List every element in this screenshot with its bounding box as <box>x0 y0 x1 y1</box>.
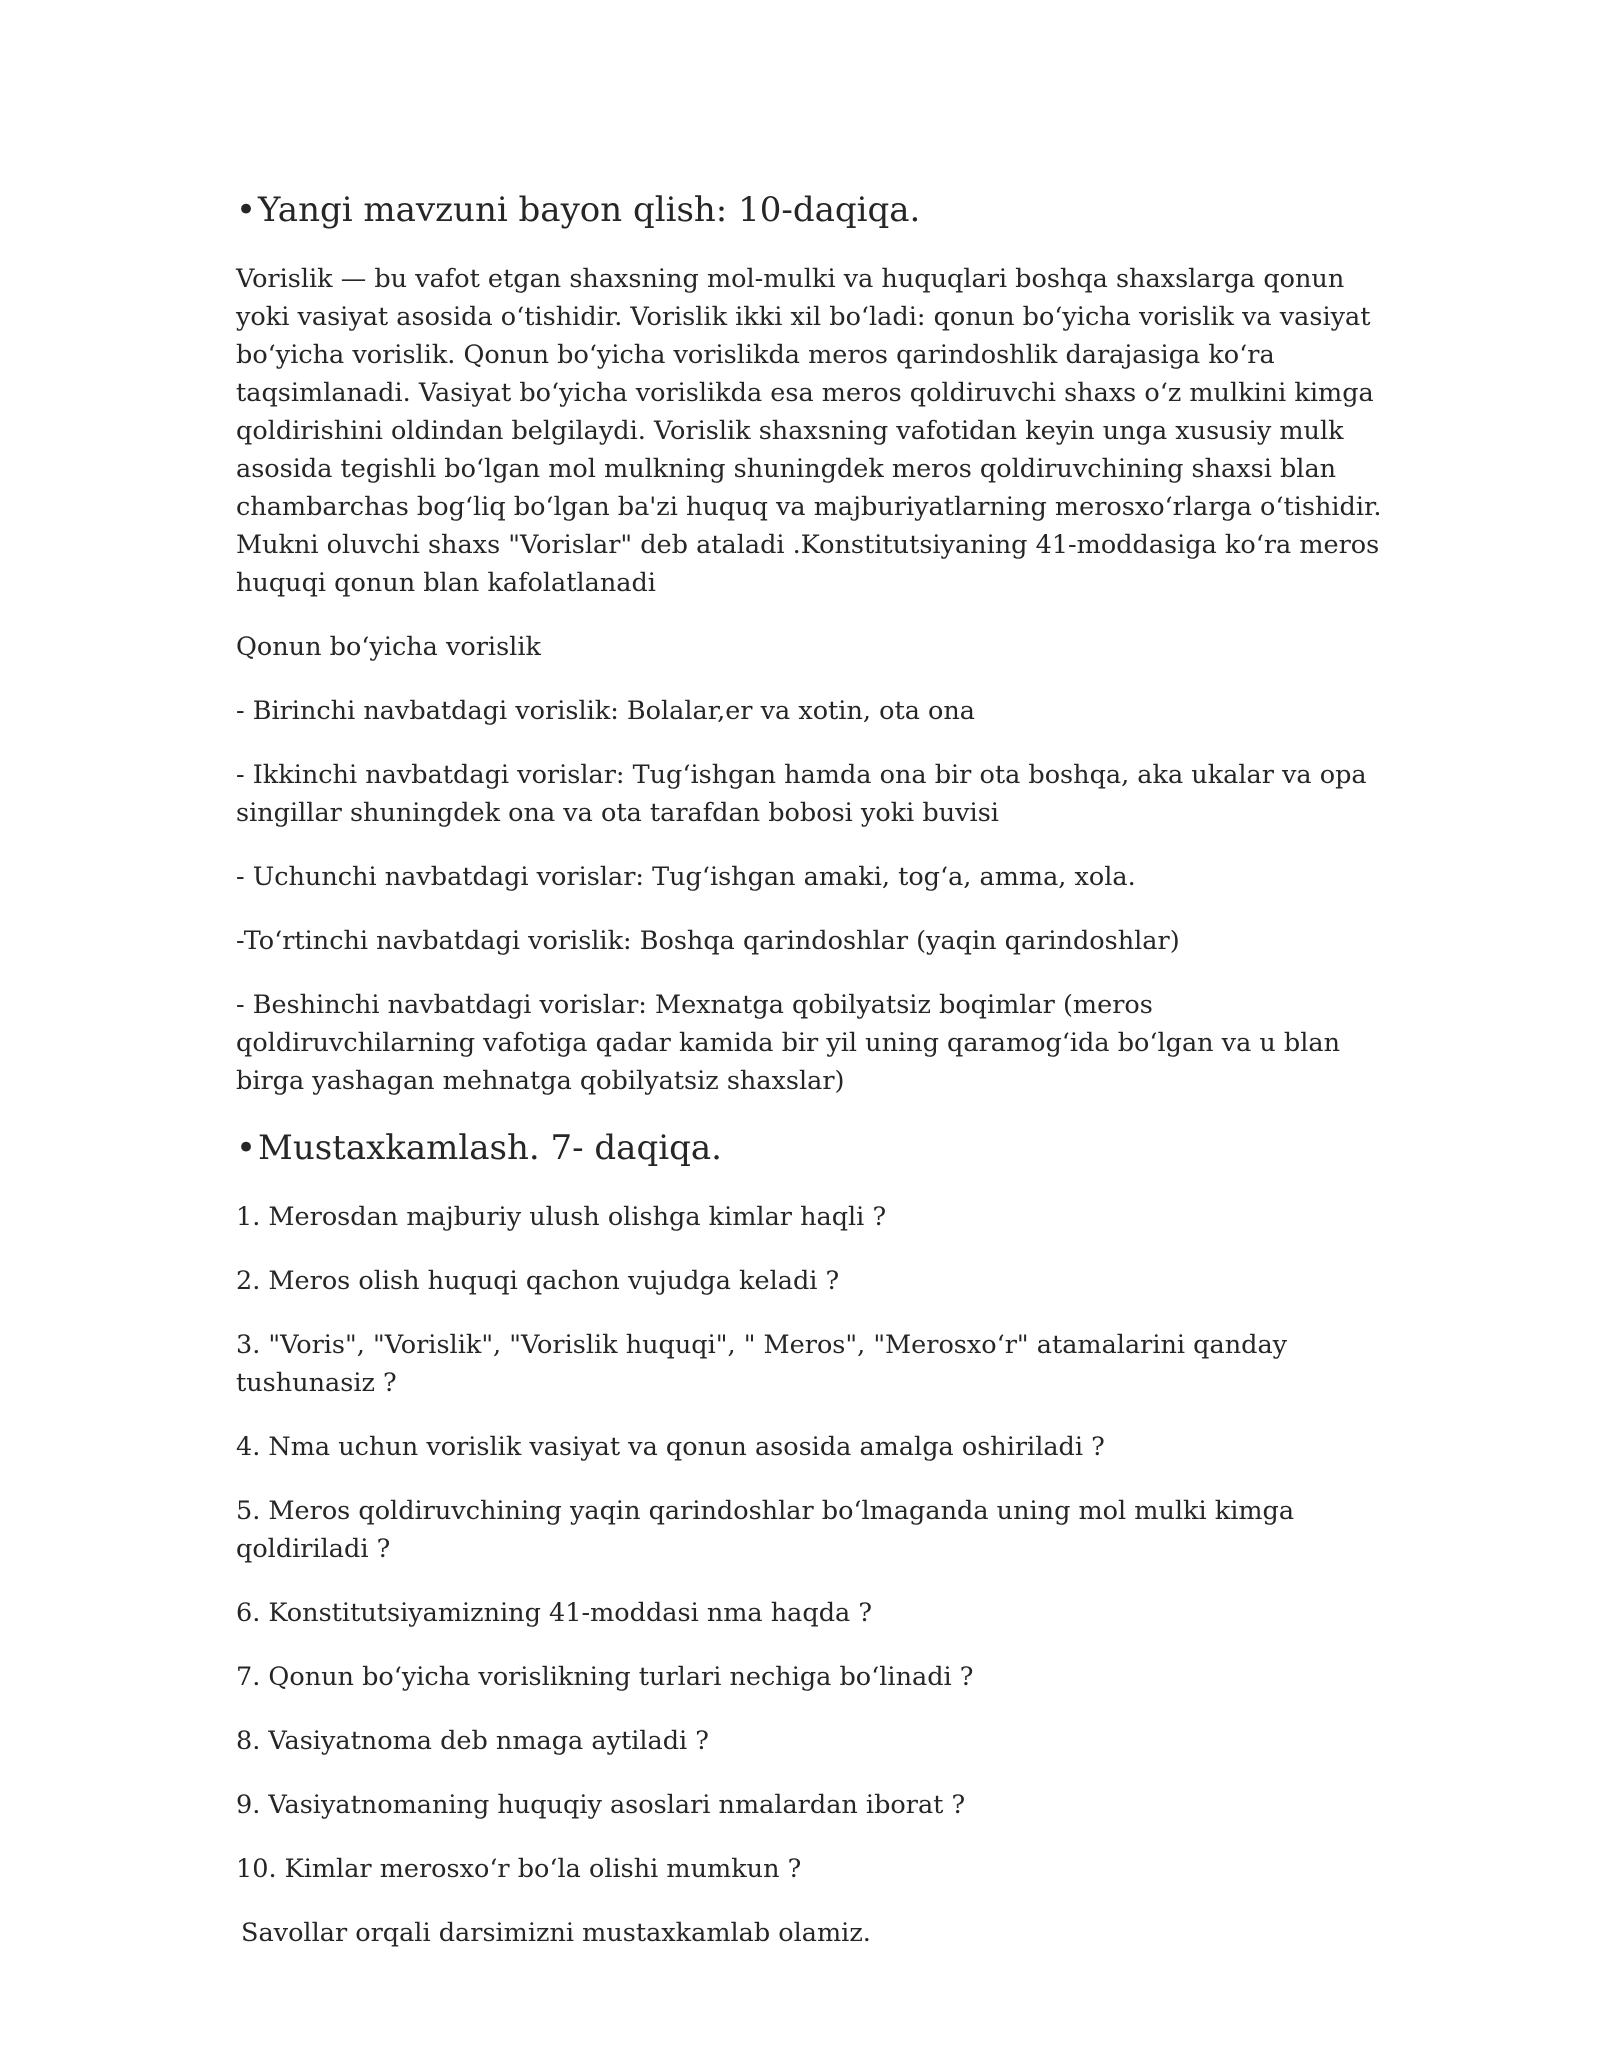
heir-order-item: - Beshinchi navbatdagi vorislar: Mexnatga qobilyatsiz boqimlar (meros qoldiruvchilarning vafotiga qadar kamida bir yil uning qaramog‘ida bo‘lgan va u blan birga yashagan mehnatga qobilyatsiz shaxslar) <box>236 990 1341 1096</box>
heir-order-item: - Uchunchi navbatdagi vorislar: Tug‘ishgan amaki, tog‘a, amma, xola. <box>236 862 1136 892</box>
section-heading-text: Mustaxkamlash. 7- daqiqa. <box>258 1128 722 1168</box>
question-item: 8. Vasiyatnoma deb nmaga aytiladi ? <box>236 1726 709 1756</box>
question-item: 1. Merosdan majburiy ulush olishga kimlar haqli ? <box>236 1202 887 1232</box>
heir-order-item: -To‘rtinchi navbatdagi vorislik: Boshqa qarindoshlar (yaqin qarindoshlar) <box>236 926 1180 956</box>
intro-paragraph: Vorislik — bu vafot etgan shaxsning mol-mulki va huquqlari boshqa shaxslarga qonun yoki vasiyat asosida o‘tishidir. Vorislik ikki xil bo‘ladi: qonun bo‘yicha vorislik va vasiyat bo‘yicha vorislik. Qonun bo‘yicha vorislikda meros qarindoshlik darajasiga ko‘ra taqsimlanadi. Vasiyat bo‘yicha vorislikda esa meros qoldiruvchi shaxs o‘z mulkini kimga qoldirishini oldindan belgilaydi. Vorislik shaxsning vafotidan keyin unga xususiy mulk asosida tegishli bo‘lgan mol mulkning shuningdek meros qoldiruvchining shaxsi blan chambarchas bog‘liq bo‘lgan ba'zi huquq va majburiyatlarning merosxo‘rlarga o‘tishidir. Mukni oluvchi shaxs "Vorislar" deb ataladi .Konstitutsiyaning 41-moddasiga ko‘ra meros huquqi qonun blan kafolatlanadi <box>236 264 1382 598</box>
section-heading-new-topic <box>236 188 1386 232</box>
question-item: 5. Meros qoldiruvchining yaqin qarindoshlar bo‘lmaganda uning mol mulki kimga qoldiriladi ? <box>236 1496 1295 1564</box>
section-heading-reinforcement <box>236 1126 1386 1170</box>
question-item: 6. Konstitutsiyamizning 41-moddasi nma haqda ? <box>236 1598 872 1628</box>
heir-order-item: - Ikkinchi navbatdagi vorislar: Tug‘ishgan hamda ona bir ota boshqa, aka ukalar va opa singillar shuningdek ona va ota tarafdan bobosi yoki buvisi <box>236 760 1367 828</box>
question-item: 2. Meros olish huquqi qachon vujudga keladi ? <box>236 1266 840 1296</box>
closing-sentence: Savollar orqali darsimizni mustaxkamlab olamiz. <box>241 1918 871 1948</box>
question-item: 9. Vasiyatnomaning huquqiy asoslari nmalardan iborat ? <box>236 1790 966 1820</box>
heir-order-item: - Birinchi navbatdagi vorislik: Bolalar,er va xotin, ota ona <box>236 696 975 726</box>
document-page <box>236 188 1386 1978</box>
question-item: 3. "Voris", "Vorislik", "Vorislik huquqi", " Meros", "Merosxo‘r" atamalarini qanday tushunasiz ? <box>236 1330 1288 1398</box>
question-item: 10. Kimlar merosxo‘r bo‘la olishi mumkun ? <box>236 1854 802 1884</box>
section-heading-text: Yangi mavzuni bayon qlish: 10-daqiqa. <box>258 190 921 230</box>
question-item: 4. Nma uchun vorislik vasiyat va qonun asosida amalga oshiriladi ? <box>236 1432 1105 1462</box>
bullet-icon: • <box>236 190 257 230</box>
bullet-icon: • <box>236 1128 257 1168</box>
question-item: 7. Qonun bo‘yicha vorislikning turlari nechiga bo‘linadi ? <box>236 1662 974 1692</box>
subheading-inheritance-by-law: Qonun bo‘yicha vorislik <box>236 632 541 662</box>
